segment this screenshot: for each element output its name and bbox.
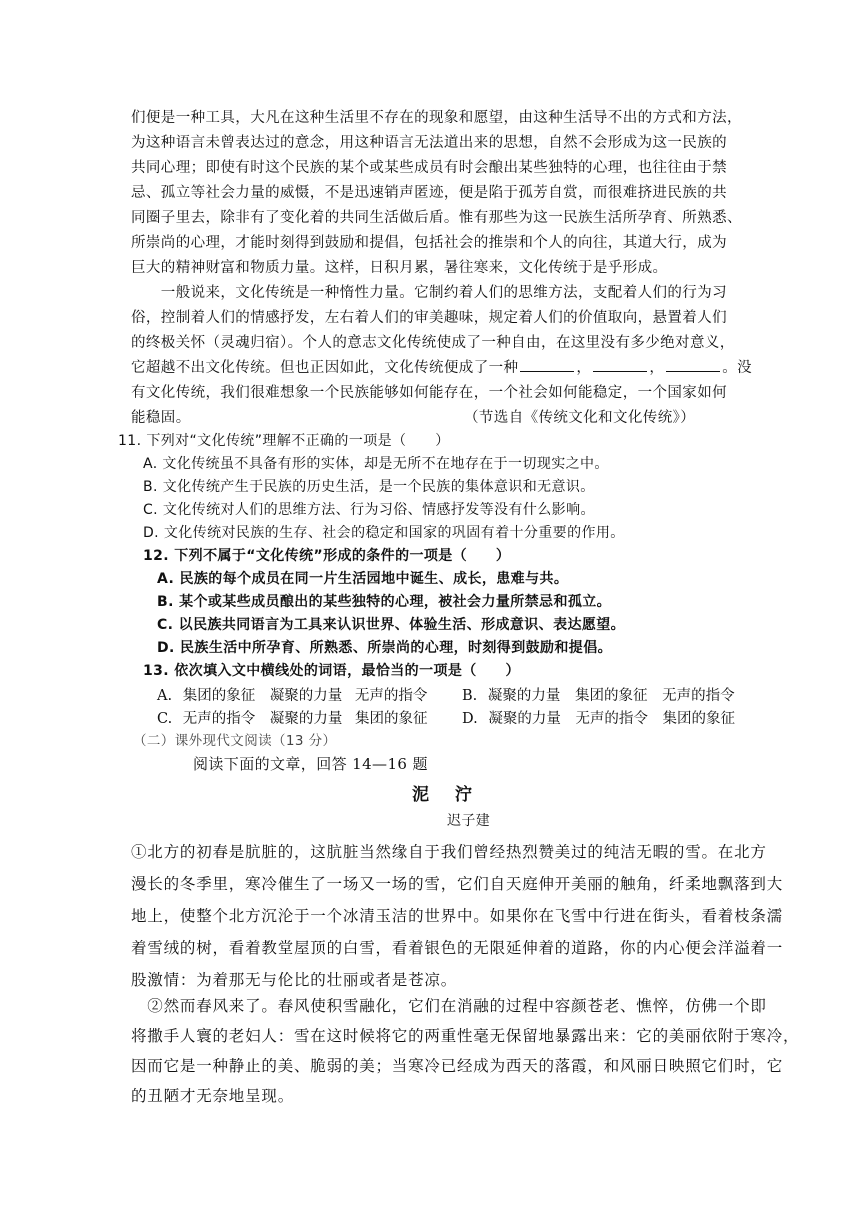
question-13-option-b <box>462 684 735 705</box>
question-13-option-c <box>157 707 428 728</box>
title-char: 泞 <box>455 785 472 805</box>
article-line: 因而它是一种静止的美、脆弱的美；当寒冷已经成为西天的落霞，和风丽日映照它们时，它 <box>131 1057 784 1075</box>
passage-line-text: 它超越不出文化传统。但也正因如此，文化传统便成了一种 <box>131 360 519 376</box>
article-line: 地上，使整个北方沉沦于一个冰清玉洁的世界中。如果你在飞雪中行进在街头，看着枝条濡 <box>131 907 784 925</box>
passage-line: 所崇尚的心理，才能时刻得到鼓励和提倡，包括社会的推崇和个人的向往，其道大行，成为 <box>131 235 727 251</box>
option-word: 凝聚的力量 <box>487 688 561 704</box>
article-line: 股激情：为着那无与伦比的壮丽或者是苍凉。 <box>131 971 458 989</box>
fill-blank-2 <box>593 359 647 372</box>
passage-source: （节选自《传统文化和文化传统》） <box>464 410 696 426</box>
option-word: 凝聚的力量 <box>488 711 561 727</box>
question-12-option-d: D. 民族生活中所孕育、所熟悉、所崇尚的心理，时刻得到鼓励和提倡。 <box>157 640 613 656</box>
article-line: 将撒手人寰的老妇人：雪在这时候将它的两重性毫无保留地暴露出来：它的美丽依附于寒冷， <box>131 1027 800 1045</box>
article-title <box>412 780 472 805</box>
option-word: 无声的指令 <box>354 688 428 704</box>
question-13-option-d <box>462 707 735 728</box>
option-word: 凝聚的力量 <box>269 711 343 727</box>
passage-line: 共同心理；即使有时这个民族的某个或某些成员有时会酿出某些独特的心理，也往往由于禁 <box>131 160 727 176</box>
question-11-option-b: B. 文化传统产生于民族的历史生活，是一个民族的集体意识和无意识。 <box>143 479 595 495</box>
option-word: 集团的象征 <box>355 711 428 727</box>
passage-line: 俗，控制着人们的情感抒发，左右着人们的审美趣味，规定着人们的价值取向，悬置着人们 <box>131 310 727 326</box>
question-13-option-a <box>157 684 427 705</box>
question-13-stem: 13. 依次填入文中横线处的词语，最恰当的一项是（ ） <box>143 663 520 679</box>
section-instruction: 阅读下面的文章，回答 14—16 题 <box>193 755 428 773</box>
question-11-stem: 11. 下列对“文化传统”理解不正确的一项是（ ） <box>118 433 450 449</box>
option-word: 集团的象征 <box>574 688 648 704</box>
option-word: 集团的象征 <box>662 711 736 727</box>
passage-line: 巨大的精神财富和物质力量。这样，日积月累，暑往寒来，文化传统于是乎形成。 <box>131 260 668 276</box>
option-label: B. <box>462 688 478 704</box>
question-12-option-b: B. 某个或某些成员酿出的某些独特的心理，被社会力量所禁忌和孤立。 <box>157 594 612 610</box>
passage-line: 们便是一种工具，大凡在这种生活里不存在的现象和愿望，由这种生活导不出的方式和方法， <box>131 110 742 126</box>
question-12-option-a: A. 民族的每个成员在同一片生活园地中诞生、成长，患难与共。 <box>157 571 569 587</box>
passage-line: 为这种语言未曾表达过的意念，用这种语言无法道出来的思想，自然不会形成为这一民族的 <box>131 135 727 151</box>
question-11-option-a: A. 文化传统虽不具备有形的实体，却是无所不在地存在于一切现实之中。 <box>143 456 609 472</box>
option-label: D. <box>462 711 478 727</box>
question-12-option-c: C. 以民族共同语言为工具来认识世界、体验生活、形成意识、表达愿望。 <box>157 617 626 633</box>
passage-line: 能稳固。 <box>131 410 191 426</box>
article-line: 的丑陋才无奈地呈现。 <box>131 1087 295 1105</box>
article-line: ①北方的初春是肮脏的，这肮脏当然缘自于我们曾经热烈赞美过的纯洁无暇的雪。在北方 <box>131 843 767 861</box>
article-line: 漫长的冬季里，寒冷催生了一场又一场的雪，它们自天庭伸开美丽的触角，纤柔地飘落到大 <box>131 875 784 893</box>
fill-blank-1 <box>520 359 574 372</box>
option-label: C. <box>157 711 173 727</box>
article-author: 迟子建 <box>447 813 491 829</box>
option-word: 集团的象征 <box>182 688 256 704</box>
passage-line: 一般说来，文化传统是一种惰性力量。它制约着人们的思维方法，支配着人们的行为习 <box>131 285 727 301</box>
option-word: 无声的指令 <box>575 711 648 727</box>
question-11-option-d: D. 文化传统对民族的生存、社会的稳定和国家的巩固有着十分重要的作用。 <box>143 525 625 541</box>
option-word: 无声的指令 <box>182 711 256 727</box>
option-word: 无声的指令 <box>662 688 735 704</box>
passage-line: 同圈子里去，除非有了变化着的共同生活做后盾。惟有那些为这一民族生活所孕育、所熟悉、 <box>131 210 742 226</box>
option-label: A. <box>157 688 173 704</box>
option-word: 凝聚的力量 <box>269 688 343 704</box>
article-line: 着雪绒的树，看着教堂屋顶的白雪，看着银色的无限延伸着的道路，你的内心便会洋溢着一 <box>131 939 784 957</box>
passage-line-with-blanks: 它超越不出文化传统。但也正因如此，文化传统便成了一种 ， ， 。没 <box>131 360 753 376</box>
title-char: 泥 <box>412 785 429 805</box>
passage-line: 的终极关怀（灵魂归宿）。个人的意志文化传统使成了一种自由，在这里没有多少绝对意义， <box>131 335 735 351</box>
article-line: ②然而春风来了。春风使积雪融化，它们在消融的过程中容颜苍老、憔悴，仿佛一个即 <box>131 997 767 1015</box>
passage-line: 忌、孤立等社会力量的威慑，不是迅速销声匿迹，便是陷于孤芳自赏，而很难挤进民族的共 <box>131 185 727 201</box>
passage-line-tail: 。没 <box>722 360 753 376</box>
fill-blank-3 <box>666 359 720 372</box>
question-11-option-c: C. 文化传统对人们的思维方法、行为习俗、情感抒发等没有什么影响。 <box>143 502 595 518</box>
passage-line: 有文化传统，我们很难想象一个民族能够如何能存在，一个社会如何能稳定，一个国家如何 <box>131 385 727 401</box>
section-heading: （二）课外现代文阅读（13 分） <box>133 733 337 749</box>
question-12-stem: 12. 下列不属于“文化传统”形成的条件的一项是（ ） <box>143 548 511 564</box>
